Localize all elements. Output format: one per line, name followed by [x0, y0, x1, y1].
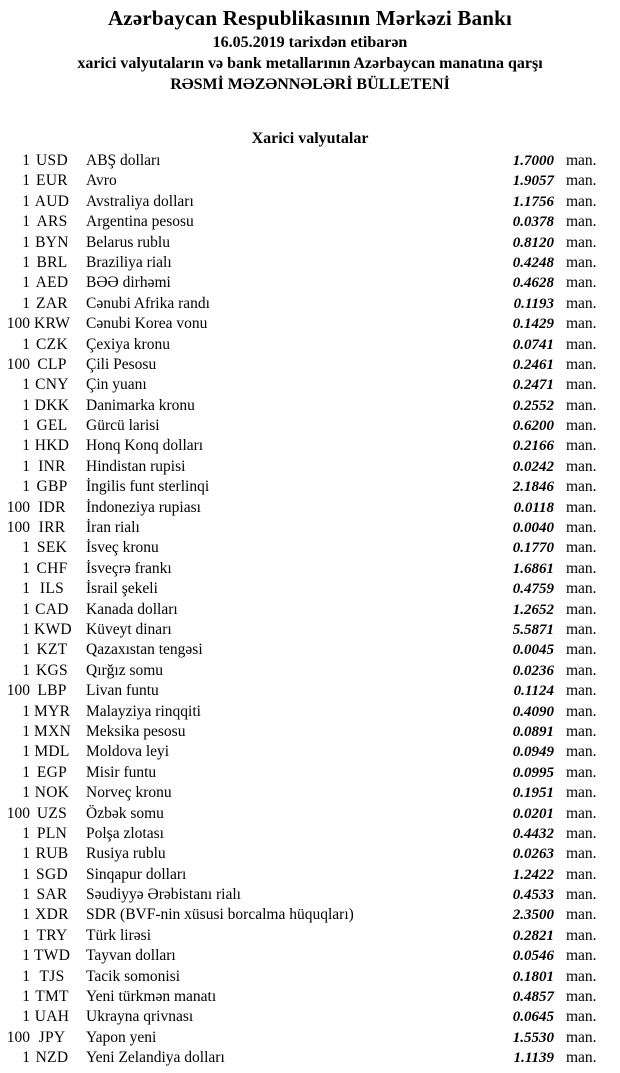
- currency-code-cell: AED: [35, 274, 69, 292]
- rate-cell: 1.2422: [512, 866, 554, 883]
- currency-name-cell: Çin yuanı: [86, 376, 147, 394]
- unit-cell: man.: [566, 417, 597, 435]
- table-row: [0, 927, 620, 947]
- unit-cell: man.: [566, 274, 597, 292]
- effective-date-line: 16.05.2019 tarixdən etibarən: [212, 34, 408, 51]
- quantity-cell: 100: [6, 804, 30, 822]
- currency-name-cell: SDR (BVF-nin xüsusi borcalma hüquqları): [86, 906, 354, 924]
- currency-name-cell: Çili Pesosu: [86, 355, 157, 373]
- currency-code-cell: GEL: [36, 417, 68, 435]
- rate-cell: 0.0546: [512, 948, 554, 965]
- currency-code-cell: JPY: [38, 1028, 66, 1046]
- quantity-cell: 1: [22, 213, 30, 231]
- table-row: [0, 295, 620, 315]
- table-row: [0, 172, 620, 192]
- currency-name-cell: Cənubi Korea vonu: [86, 315, 208, 333]
- table-row: [0, 499, 620, 519]
- table-row: [0, 397, 620, 417]
- table-row: [0, 417, 620, 437]
- unit-cell: man.: [566, 498, 597, 516]
- table-row: [0, 682, 620, 702]
- table-row: [0, 825, 620, 845]
- rate-cell: 0.8120: [512, 234, 554, 251]
- quantity-cell: 1: [22, 661, 30, 679]
- section-title-foreign-currencies: Xarici valyutalar: [251, 130, 369, 147]
- quantity-cell: 100: [6, 519, 30, 537]
- currency-name-cell: Misir funtu: [86, 763, 157, 781]
- currency-code-cell: TRY: [36, 926, 68, 944]
- currency-code-cell: AUD: [34, 192, 70, 210]
- rate-cell: 0.2461: [512, 356, 554, 373]
- rate-cell: 0.0263: [512, 846, 554, 863]
- table-row: [0, 805, 620, 825]
- table-row: [0, 845, 620, 865]
- quantity-cell: 1: [22, 824, 30, 842]
- currency-code-cell: SEK: [36, 539, 68, 557]
- currency-name-cell: ABŞ dolları: [86, 152, 161, 169]
- quantity-cell: 1: [22, 988, 30, 1006]
- table-row: [0, 478, 620, 498]
- table-row: [0, 254, 620, 274]
- currency-code-cell: MDL: [34, 743, 70, 761]
- unit-cell: man.: [566, 253, 597, 271]
- rate-cell: 0.4628: [512, 275, 554, 292]
- currency-code-cell: UAH: [34, 1008, 70, 1026]
- unit-cell: man.: [566, 559, 597, 577]
- unit-cell: man.: [566, 661, 597, 679]
- currency-code-cell: SAR: [36, 886, 68, 904]
- unit-cell: man.: [566, 539, 597, 557]
- currency-name-cell: Tacik somonisi: [86, 967, 181, 985]
- currency-name-cell: Çexiya kronu: [86, 335, 170, 353]
- currency-code-cell: NOK: [34, 784, 70, 802]
- quantity-cell: 1: [22, 886, 30, 904]
- currency-name-cell: Polşa zlotası: [86, 824, 164, 842]
- currency-name-cell: Sinqapur dolları: [86, 865, 187, 883]
- unit-cell: man.: [566, 641, 597, 659]
- rate-cell: 0.1193: [513, 295, 554, 312]
- quantity-cell: 1: [22, 926, 30, 944]
- unit-cell: man.: [566, 1049, 597, 1067]
- table-row: [0, 703, 620, 723]
- currency-code-cell: TWD: [34, 947, 71, 965]
- currency-code-cell: CLP: [37, 355, 67, 373]
- quantity-cell: 1: [22, 845, 30, 863]
- table-row: [0, 662, 620, 682]
- currency-code-cell: TJS: [39, 967, 65, 985]
- currency-name-cell: Yapon yeni: [86, 1028, 157, 1046]
- currency-code-cell: USD: [36, 152, 68, 169]
- unit-cell: man.: [566, 172, 597, 190]
- rate-cell: 1.1139: [513, 1050, 554, 1067]
- currency-code-cell: XDR: [35, 906, 69, 924]
- quantity-cell: 1: [22, 539, 30, 557]
- quantity-cell: 1: [22, 376, 30, 394]
- table-row: [0, 193, 620, 213]
- table-row: [0, 234, 620, 254]
- rate-cell: 1.1756: [512, 193, 554, 210]
- currency-code-cell: HKD: [34, 437, 70, 455]
- table-row: [0, 1049, 620, 1069]
- rate-cell: 2.1846: [512, 479, 554, 496]
- unit-cell: man.: [566, 519, 597, 537]
- currency-code-cell: CAD: [35, 600, 69, 618]
- unit-cell: man.: [566, 824, 597, 842]
- rate-cell: 1.2652: [512, 601, 554, 618]
- table-row: [0, 1008, 620, 1028]
- currency-name-cell: Səudiyyə Ərəbistanı rialı: [86, 886, 241, 904]
- currency-code-cell: LBP: [37, 682, 67, 700]
- unit-cell: man.: [566, 865, 597, 883]
- table-row: [0, 376, 620, 396]
- table-row: [0, 580, 620, 600]
- quantity-cell: 1: [22, 1049, 30, 1067]
- quantity-cell: 1: [22, 478, 30, 496]
- rate-cell: 0.0741: [512, 336, 554, 353]
- rate-cell: 0.4090: [512, 703, 554, 720]
- rate-cell: 0.2166: [512, 438, 554, 455]
- currency-code-cell: EGP: [36, 763, 68, 781]
- unit-cell: man.: [566, 886, 597, 904]
- rate-cell: 0.0040: [512, 520, 554, 537]
- rate-cell: 1.7000: [512, 153, 554, 169]
- currency-name-cell: İsveçrə frankı: [86, 559, 172, 577]
- unit-cell: man.: [566, 722, 597, 740]
- table-row: [0, 886, 620, 906]
- currency-rate-table: [0, 152, 620, 1070]
- rate-cell: 1.6861: [512, 560, 554, 577]
- quantity-cell: 1: [22, 396, 30, 414]
- currency-code-cell: CZK: [36, 335, 68, 353]
- quantity-cell: 1: [22, 172, 30, 190]
- quantity-cell: 1: [22, 437, 30, 455]
- currency-name-cell: Küveyt dinarı: [86, 620, 172, 638]
- currency-name-cell: BƏƏ dirhəmi: [86, 274, 171, 292]
- unit-cell: man.: [566, 620, 597, 638]
- table-row: [0, 621, 620, 641]
- rate-cell: 0.0378: [512, 214, 554, 231]
- quantity-cell: 1: [22, 274, 30, 292]
- rate-cell: 0.4759: [512, 581, 554, 598]
- rate-cell: 1.5530: [512, 1029, 554, 1046]
- unit-cell: man.: [566, 396, 597, 414]
- currency-code-cell: BYN: [35, 233, 69, 251]
- currency-name-cell: Rusiya rublu: [86, 845, 166, 863]
- rate-cell: 0.0045: [512, 642, 554, 659]
- unit-cell: man.: [566, 478, 597, 496]
- unit-cell: man.: [566, 294, 597, 312]
- unit-cell: man.: [566, 702, 597, 720]
- unit-cell: man.: [566, 1028, 597, 1046]
- table-row: [0, 458, 620, 478]
- table-row: [0, 315, 620, 335]
- quantity-cell: 1: [22, 743, 30, 761]
- currency-code-cell: IRR: [38, 519, 66, 537]
- rate-cell: 0.0891: [512, 723, 554, 740]
- rate-cell: 0.2552: [512, 397, 554, 414]
- currency-code-cell: CHF: [36, 559, 68, 577]
- currency-code-cell: KWD: [34, 620, 72, 638]
- unit-cell: man.: [566, 152, 597, 169]
- quantity-cell: 1: [22, 947, 30, 965]
- table-row: [0, 641, 620, 661]
- quantity-cell: 1: [22, 417, 30, 435]
- currency-code-cell: DKK: [34, 396, 70, 414]
- unit-cell: man.: [566, 743, 597, 761]
- currency-code-cell: PLN: [36, 824, 68, 842]
- currency-name-cell: Cənubi Afrika randı: [86, 294, 210, 312]
- currency-name-cell: Belarus rublu: [86, 233, 170, 251]
- currency-name-cell: Meksika pesosu: [86, 722, 186, 740]
- rate-cell: 1.9057: [512, 173, 554, 190]
- currency-name-cell: Qazaxıstan tengəsi: [86, 641, 203, 659]
- unit-cell: man.: [566, 600, 597, 618]
- table-row: [0, 947, 620, 967]
- quantity-cell: 100: [6, 315, 30, 333]
- rate-cell: 0.0242: [512, 458, 554, 475]
- quantity-cell: 1: [22, 722, 30, 740]
- table-row: [0, 539, 620, 559]
- table-row: [0, 601, 620, 621]
- currency-name-cell: İndoneziya rupiası: [86, 498, 201, 516]
- currency-code-cell: TMT: [35, 988, 69, 1006]
- currency-code-cell: MXN: [34, 722, 72, 740]
- currency-code-cell: GBP: [36, 478, 68, 496]
- rate-cell: 0.1124: [513, 683, 554, 700]
- rate-cell: 5.5871: [512, 621, 554, 638]
- currency-name-cell: Türk lirəsi: [86, 926, 151, 944]
- currency-name-cell: Argentina pesosu: [86, 213, 194, 231]
- quantity-cell: 1: [22, 335, 30, 353]
- rate-cell: 0.1951: [512, 785, 554, 802]
- quantity-cell: 1: [22, 620, 30, 638]
- quantity-cell: 100: [6, 355, 30, 373]
- quantity-cell: 1: [22, 865, 30, 883]
- unit-cell: man.: [566, 580, 597, 598]
- currency-name-cell: Norveç kronu: [86, 784, 172, 802]
- unit-cell: man.: [566, 233, 597, 251]
- rate-cell: 0.4432: [512, 825, 554, 842]
- currency-code-cell: KRW: [34, 315, 71, 333]
- unit-cell: man.: [566, 845, 597, 863]
- currency-name-cell: Özbək somu: [86, 804, 164, 822]
- rate-cell: 0.2821: [512, 927, 554, 944]
- currency-code-cell: MYR: [34, 702, 71, 720]
- table-row: [0, 784, 620, 804]
- unit-cell: man.: [566, 926, 597, 944]
- unit-cell: man.: [566, 947, 597, 965]
- unit-cell: man.: [566, 213, 597, 231]
- currency-name-cell: İsveç kronu: [86, 539, 159, 557]
- currency-name-cell: Yeni Zelandiya dolları: [86, 1049, 225, 1067]
- currency-name-cell: Moldova leyi: [86, 743, 170, 761]
- table-row: [0, 274, 620, 294]
- document-header: [0, 0, 620, 95]
- table-row: [0, 437, 620, 457]
- unit-cell: man.: [566, 967, 597, 985]
- currency-code-cell: SGD: [36, 865, 68, 883]
- quantity-cell: 1: [22, 702, 30, 720]
- unit-cell: man.: [566, 355, 597, 373]
- table-row: [0, 968, 620, 988]
- unit-cell: man.: [566, 376, 597, 394]
- table-row: [0, 723, 620, 743]
- currency-name-cell: İsrail şekeli: [86, 580, 158, 598]
- unit-cell: man.: [566, 906, 597, 924]
- bank-title: Azərbaycan Respublikasının Mərkəzi Bankı: [107, 6, 513, 30]
- quantity-cell: 1: [22, 784, 30, 802]
- currency-name-cell: Avro: [86, 172, 117, 190]
- currency-code-cell: NZD: [35, 1049, 69, 1067]
- unit-cell: man.: [566, 988, 597, 1006]
- table-row: [0, 866, 620, 886]
- quantity-cell: 100: [6, 1028, 30, 1046]
- rate-cell: 0.4533: [512, 887, 554, 904]
- quantity-cell: 1: [22, 600, 30, 618]
- rate-cell: 0.0201: [512, 805, 554, 822]
- currency-name-cell: Danimarka kronu: [86, 396, 195, 414]
- table-row: [0, 743, 620, 763]
- unit-cell: man.: [566, 784, 597, 802]
- currency-code-cell: ARS: [36, 213, 68, 231]
- rate-cell: 0.0995: [512, 764, 554, 781]
- currency-code-cell: IDR: [38, 498, 66, 516]
- unit-cell: man.: [566, 192, 597, 210]
- quantity-cell: 1: [22, 1008, 30, 1026]
- quantity-cell: 1: [22, 233, 30, 251]
- currency-code-cell: UZS: [36, 804, 68, 822]
- quantity-cell: 1: [22, 763, 30, 781]
- unit-cell: man.: [566, 457, 597, 475]
- currency-code-cell: ILS: [39, 580, 65, 598]
- currency-code-cell: CNY: [35, 376, 69, 394]
- quantity-cell: 1: [22, 253, 30, 271]
- currency-name-cell: Hindistan rupisi: [86, 457, 186, 475]
- quantity-cell: 1: [22, 967, 30, 985]
- currency-name-cell: Gürcü larisi: [86, 417, 160, 435]
- currency-code-cell: BRL: [36, 253, 68, 271]
- rate-cell: 2.3500: [512, 907, 554, 924]
- currency-name-cell: Qırğız somu: [86, 661, 164, 679]
- currency-name-cell: Braziliya rialı: [86, 253, 172, 271]
- quantity-cell: 100: [6, 682, 30, 700]
- unit-cell: man.: [566, 804, 597, 822]
- currency-code-cell: INR: [38, 457, 66, 475]
- quantity-cell: 1: [22, 641, 30, 659]
- quantity-cell: 1: [22, 580, 30, 598]
- rate-cell: 0.2471: [512, 377, 554, 394]
- quantity-cell: 1: [22, 192, 30, 210]
- rate-cell: 0.1801: [512, 968, 554, 985]
- currency-name-cell: Tayvan dolları: [86, 947, 176, 965]
- quantity-cell: 1: [22, 152, 30, 169]
- bulletin-name-line: RƏSMİ MƏZƏNNƏLƏRİ BÜLLETENİ: [170, 76, 450, 93]
- currency-name-cell: Honq Konq dolları: [86, 437, 204, 455]
- currency-name-cell: İngilis funt sterlinqi: [86, 478, 210, 496]
- table-row: [0, 764, 620, 784]
- currency-name-cell: Livan funtu: [86, 682, 159, 700]
- rate-cell: 0.1429: [512, 316, 554, 333]
- unit-cell: man.: [566, 682, 597, 700]
- rate-cell: 0.0949: [512, 744, 554, 761]
- currency-code-cell: EUR: [36, 172, 68, 190]
- table-row: [0, 519, 620, 539]
- table-row: [0, 356, 620, 376]
- currency-code-cell: KZT: [36, 641, 68, 659]
- currency-name-cell: Kanada dolları: [86, 600, 178, 618]
- table-row: [0, 988, 620, 1008]
- table-row: [0, 560, 620, 580]
- table-row: [0, 152, 620, 172]
- currency-name-cell: Ukrayna qrivnası: [86, 1008, 194, 1026]
- quantity-cell: 1: [22, 294, 30, 312]
- currency-code-cell: RUB: [35, 845, 69, 863]
- unit-cell: man.: [566, 315, 597, 333]
- rate-cell: 0.1770: [512, 540, 554, 557]
- currency-code-cell: KGS: [36, 661, 68, 679]
- rate-cell: 0.0118: [513, 499, 554, 516]
- rate-cell: 0.0645: [512, 1009, 554, 1026]
- table-row: [0, 906, 620, 926]
- scope-line: xarici valyutaların və bank metallarının Azərbaycan manatına qarşı: [77, 55, 543, 72]
- unit-cell: man.: [566, 1008, 597, 1026]
- quantity-cell: 1: [22, 559, 30, 577]
- rate-cell: 0.4857: [512, 989, 554, 1006]
- table-row: [0, 336, 620, 356]
- unit-cell: man.: [566, 335, 597, 353]
- currency-name-cell: Malayziya rinqqiti: [86, 702, 201, 720]
- quantity-cell: 1: [22, 457, 30, 475]
- rate-cell: 0.0236: [512, 662, 554, 679]
- rate-cell: 0.4248: [512, 254, 554, 271]
- rate-cell: 0.6200: [512, 418, 554, 435]
- unit-cell: man.: [566, 763, 597, 781]
- currency-code-cell: ZAR: [36, 294, 68, 312]
- unit-cell: man.: [566, 437, 597, 455]
- currency-name-cell: İran rialı: [86, 519, 140, 537]
- table-row: [0, 213, 620, 233]
- table-row: [0, 1029, 620, 1049]
- quantity-cell: 1: [22, 906, 30, 924]
- currency-name-cell: Avstraliya dolları: [86, 192, 194, 210]
- currency-name-cell: Yeni türkmən manatı: [86, 988, 217, 1006]
- quantity-cell: 100: [6, 498, 30, 516]
